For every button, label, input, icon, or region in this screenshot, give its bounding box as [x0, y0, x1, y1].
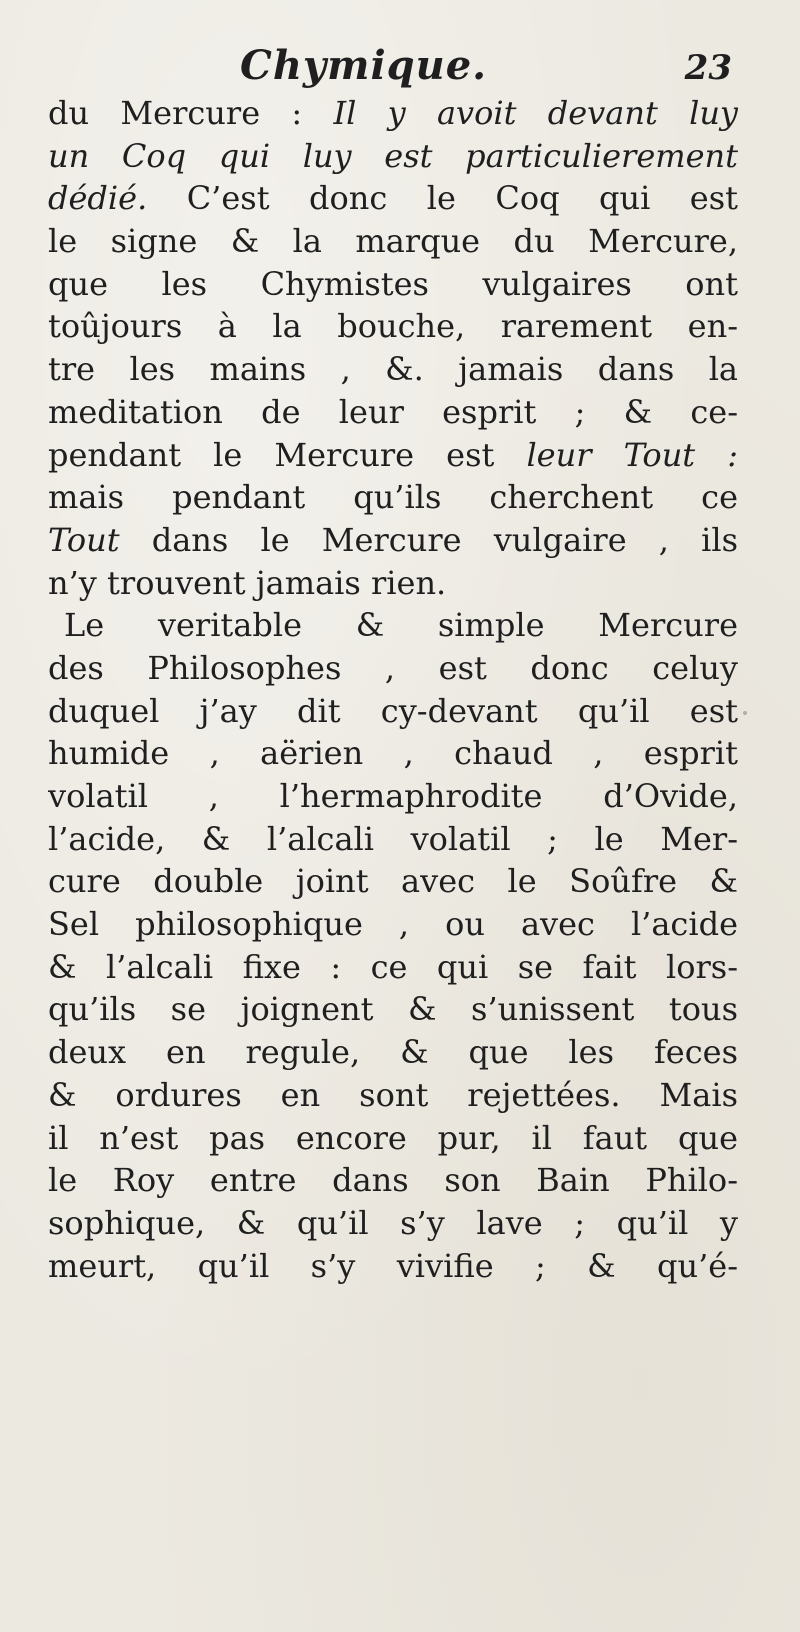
- roman-text: pendant le Mercure est: [48, 435, 527, 474]
- text-line: [48, 775, 738, 818]
- text-line: [48, 305, 738, 348]
- italic-text: un Coq qui luy est particulierement: [48, 136, 738, 175]
- roman-text: duquel j’ay dit cy-devant qu’il est: [48, 691, 738, 730]
- text-line: [48, 818, 738, 861]
- text-line: [48, 263, 738, 306]
- text-line: [48, 92, 738, 135]
- roman-text: mais pendant qu’ils cherchent ce: [48, 478, 738, 517]
- roman-text: deux en regule, & que les feces: [48, 1033, 738, 1072]
- roman-text: meditation de leur esprit ; & ce-: [48, 392, 738, 431]
- text-line: [48, 1159, 738, 1202]
- text-line: [48, 476, 738, 519]
- roman-text: & l’alcali fixe : ce qui se fait lors-: [48, 947, 738, 986]
- roman-text: toûjours à la bouche, rarement en-: [48, 307, 738, 346]
- running-head: Chymique.: [240, 42, 488, 89]
- text-line: [48, 860, 738, 903]
- roman-text: des Philosophes , est donc celuy: [48, 648, 738, 687]
- roman-text: dans le Mercure vulgaire , ils: [119, 520, 738, 559]
- roman-text: & ordures en sont rejettées. Mais: [48, 1075, 738, 1114]
- roman-text: cure double joint avec le Soûfre &: [48, 862, 738, 901]
- text-line: [48, 1245, 738, 1288]
- text-line: [48, 647, 738, 690]
- text-line: [48, 1117, 738, 1160]
- page-header: [90, 42, 740, 98]
- text-line: [48, 220, 738, 263]
- text-line: [48, 903, 738, 946]
- roman-text: tre les mains , &. jamais dans la: [48, 350, 738, 389]
- roman-text: meurt, qu’il s’y vivifie ; & qu’é-: [48, 1246, 738, 1285]
- italic-text: leur Tout :: [526, 435, 738, 474]
- roman-text: le signe & la marque du Mercure,: [48, 222, 738, 261]
- roman-text: il n’est pas encore pur, il faut que: [48, 1118, 738, 1157]
- page-number: 23: [684, 48, 732, 88]
- ink-speck: [743, 711, 747, 715]
- italic-text: Tout: [48, 520, 120, 559]
- body-text: [48, 92, 738, 1287]
- italic-text: dédié.: [48, 179, 148, 218]
- text-line: [48, 946, 738, 989]
- roman-text: l’acide, & l’alcali volatil ; le Mer-: [48, 819, 738, 858]
- text-line: [48, 690, 738, 733]
- text-line: [48, 519, 738, 562]
- text-line: [48, 604, 738, 647]
- text-line: [48, 562, 738, 605]
- text-line: [48, 348, 738, 391]
- roman-text: du Mercure :: [48, 94, 334, 132]
- text-line: [48, 1074, 738, 1117]
- roman-text: que les Chymistes vulgaires ont: [48, 264, 738, 303]
- text-line: [48, 135, 738, 178]
- text-line: [48, 434, 738, 477]
- text-line: [48, 1031, 738, 1074]
- text-line: [48, 391, 738, 434]
- text-line: [48, 988, 738, 1031]
- roman-text: le Roy entre dans son Bain Philo-: [48, 1161, 738, 1200]
- roman-text: qu’ils se joignent & s’unissent tous: [48, 990, 738, 1029]
- roman-text: Le veritable & simple Mercure: [64, 606, 738, 645]
- text-line: [48, 732, 738, 775]
- roman-text: sophique, & qu’il s’y lave ; qu’il y: [48, 1203, 738, 1242]
- roman-text: C’est donc le Coq qui est: [147, 179, 738, 218]
- roman-text: humide , aërien , chaud , esprit: [48, 734, 738, 773]
- text-line: [48, 1202, 738, 1245]
- roman-text: Sel philosophique , ou avec l’acide: [48, 905, 738, 944]
- roman-text: volatil , l’hermaphrodite d’Ovide,: [48, 777, 738, 815]
- text-line: [48, 177, 738, 220]
- italic-text: Il y avoit devant luy: [333, 94, 738, 132]
- roman-text: n’y trouvent jamais rien.: [48, 563, 447, 602]
